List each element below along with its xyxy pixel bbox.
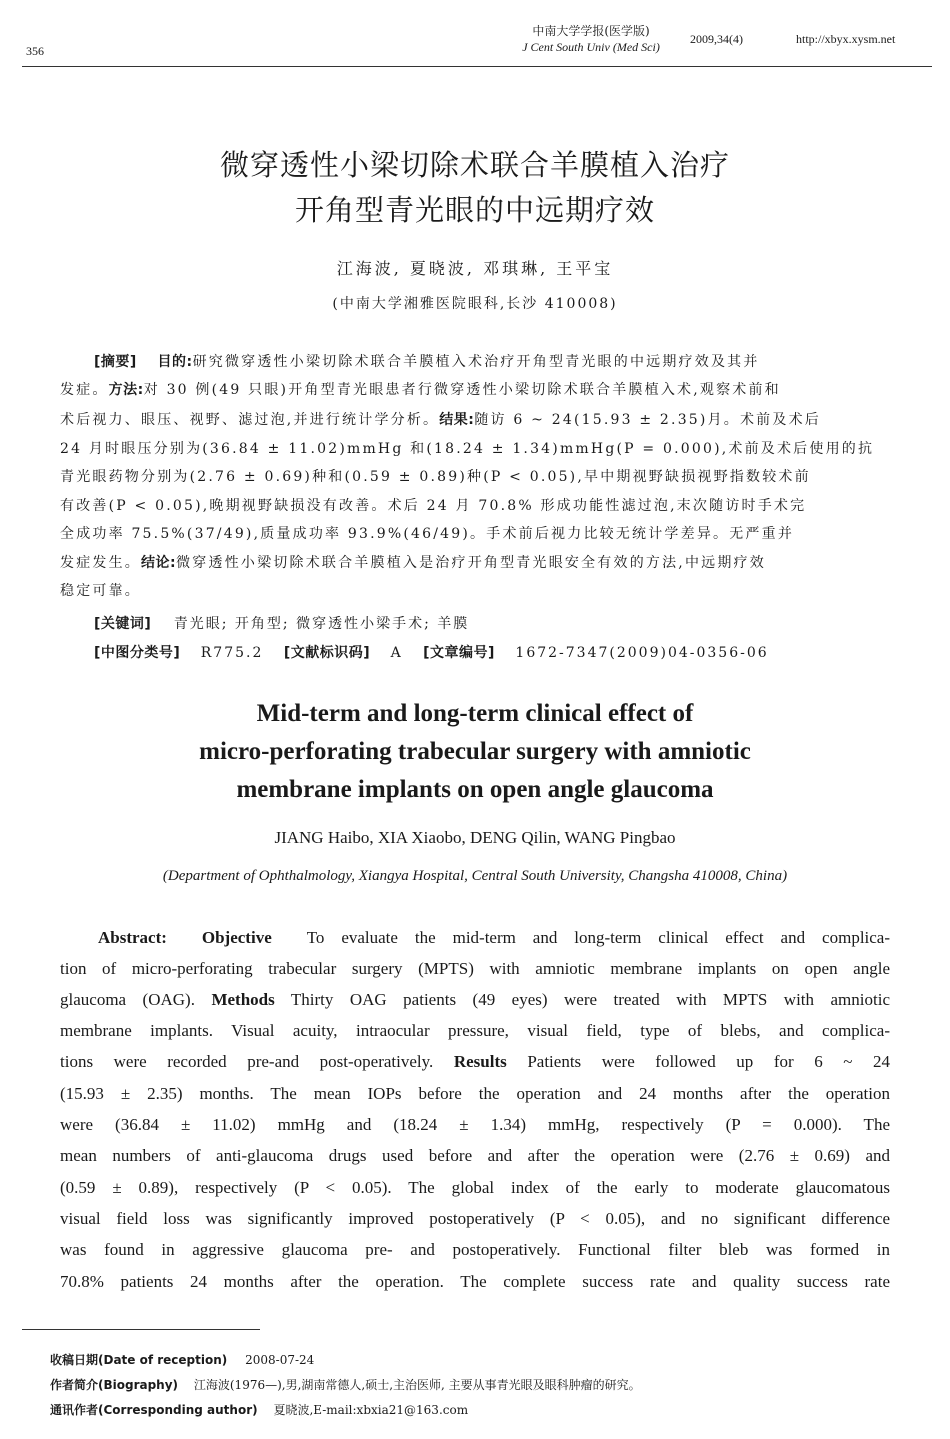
journal-name-cn: 中南大学学报(医学版) — [532, 24, 650, 38]
cn-results-label: 结果: — [439, 412, 475, 428]
cn-abstract-line: 稳定可靠。 — [60, 583, 141, 599]
cn-abstract-line: [摘要] 目的:研究微穿透性小梁切除术联合羊膜植入术治疗开角型青光眼的中远期疗效及其并 — [94, 354, 760, 370]
cn-abstract-line: 全成功率 75.5%(37/49),质量成功率 93.9%(46/49)。手术前后视力比较无统计学差异。无严重并 — [60, 526, 795, 542]
en-abstract-line: visual field loss was significantly improved postoperatively (P < 0.05), and no significant difference — [60, 1209, 890, 1228]
article-number: 1672-7347(2009)04-0356-06 — [515, 645, 769, 661]
cn-abstract-line: 术后视力、眼压、视野、滤过泡,并进行统计学分析。结果:随访 6 ~ 24(15.93 ± 2.35)月。术前及术后 — [60, 412, 821, 428]
en-abstract-line: were (36.84 ± 11.02) mmHg and (18.24 ± 1.34) mmHg, respectively (P = 0.000). The — [60, 1115, 890, 1134]
cn-classification: [中图分类号] R775.2 [文献标识码] A [文章编号] 1672-7347(2009)04-0356-06 — [94, 645, 769, 661]
en-abstract-line: (15.93 ± 2.35) months. The mean IOPs before the operation and 24 months after the operation — [60, 1084, 890, 1103]
cn-authors: 江海波, 夏晓波, 邓琪琳, 王平宝 — [336, 259, 614, 278]
en-results-label: Results — [453, 1052, 507, 1071]
en-abstract-line: was found in aggressive glaucoma pre- and postoperatively. Functional filter bleb was formed in — [60, 1240, 890, 1259]
cn-abstract-line: 青光眼药物分别为(2.76 ± 0.69)种和(0.59 ± 0.89)种(P < 0.05),早中期视野缺损视野指数较术前 — [60, 469, 811, 485]
en-methods-label: Methods — [211, 990, 275, 1009]
en-abstract-line: glaucoma (OAG). Methods Thirty OAG patients (49 eyes) were treated with MPTS with amniotic — [60, 990, 890, 1009]
en-affiliation: (Department of Ophthalmology, Xiangya Hospital, Central South University, Changsha 410008, China) — [162, 868, 788, 884]
en-abstract-line: tion of micro-perforating trabecular surgery (MPTS) with amniotic membrane implants on open angle — [60, 959, 890, 978]
cn-abstract-line: 发症发生。结论:微穿透性小梁切除术联合羊膜植入是治疗开角型青光眼安全有效的方法,中远期疗效 — [60, 555, 766, 571]
cn-affiliation: (中南大学湘雅医院眼科,长沙 410008) — [332, 296, 618, 312]
issue-info: 2009,34(4) — [690, 32, 743, 46]
cn-keywords-label: [关键词] — [94, 616, 152, 632]
cn-title-line-1: 微穿透性小梁切除术联合羊膜植入治疗 — [219, 148, 730, 182]
page-number: 356 — [26, 44, 44, 58]
header-divider — [22, 66, 932, 67]
en-abstract-line: membrane implants. Visual acuity, intraocular pressure, visual field, type of blebs, and complica- — [60, 1021, 890, 1040]
footnote-divider — [22, 1329, 260, 1330]
journal-name-en: J Cent South Univ (Med Sci) — [522, 40, 660, 54]
footnote-biography: 作者简介(Biography) 江海波(1976—),男,湖南常德人,硕士,主治医师, 主要从事青光眼及眼科肿瘤的研究。 — [50, 1378, 641, 1392]
en-abstract-line: tions were recorded pre-and post-operatively. Results Patients were followed up for 6 ~ 24 — [60, 1052, 890, 1071]
cn-abstract-line: 24 月时眼压分别为(36.84 ± 11.02)mmHg 和(18.24 ± 1.34)mmHg(P = 0.000),术前及术后使用的抗 — [60, 441, 875, 457]
en-abstract-line: Abstract: Objective To evaluate the mid-term and long-term clinical effect and complica- — [98, 928, 890, 947]
en-abstract-line: 70.8% patients 24 months after the operation. The complete success rate and quality success rate — [60, 1272, 890, 1291]
cn-keywords — [94, 613, 469, 633]
en-title-line-1: Mid-term and long-term clinical effect of — [256, 700, 694, 727]
cn-abstract-line: 有改善(P < 0.05),晚期视野缺损没有改善。术后 24 月 70.8% 形成功能性滤过泡,末次随访时手术完 — [60, 498, 807, 514]
en-abstract-line: (0.59 ± 0.89), respectively (P < 0.05). The global index of the early to moderate glaucomatous — [60, 1178, 890, 1197]
footnote-corresponding: 通讯作者(Corresponding author) 夏晓波,E-mail:xbxia21@163.com — [50, 1403, 469, 1417]
document-code: A — [390, 645, 403, 661]
cn-conclusion-label: 结论: — [141, 555, 177, 571]
cn-methods-label: 方法: — [108, 382, 144, 398]
clc-number: R775.2 — [200, 645, 264, 661]
cn-abstract-label: [摘要] — [94, 354, 137, 370]
cn-title-line-2: 开角型青光眼的中远期疗效 — [294, 193, 655, 227]
en-objective-label: Objective — [201, 928, 272, 947]
en-abstract-label: Abstract: — [98, 928, 167, 947]
cn-keywords-list: 青光眼; 开角型; 微穿透性小梁手术; 羊膜 — [173, 616, 470, 632]
en-title-line-2: micro-perforating trabecular surgery with amniotic — [199, 738, 751, 765]
en-authors: JIANG Haibo, XIA Xiaobo, DENG Qilin, WANG Pingbao — [274, 828, 676, 847]
en-title-line-3: membrane implants on open angle glaucoma — [236, 776, 714, 803]
footnote-received: 收稿日期(Date of reception) 2008-07-24 — [50, 1353, 315, 1367]
en-abstract-line: mean numbers of anti-glaucoma drugs used before and after the operation were (2.76 ± 0.69) and — [60, 1146, 890, 1165]
journal-url[interactable]: http://xbyx.xysm.net — [796, 32, 896, 46]
cn-objective-label: 目的: — [157, 354, 193, 370]
cn-abstract-line: 发症。方法:对 30 例(49 只眼)开角型青光眼患者行微穿透性小梁切除术联合羊膜植入术,观察术前和 — [60, 382, 781, 398]
